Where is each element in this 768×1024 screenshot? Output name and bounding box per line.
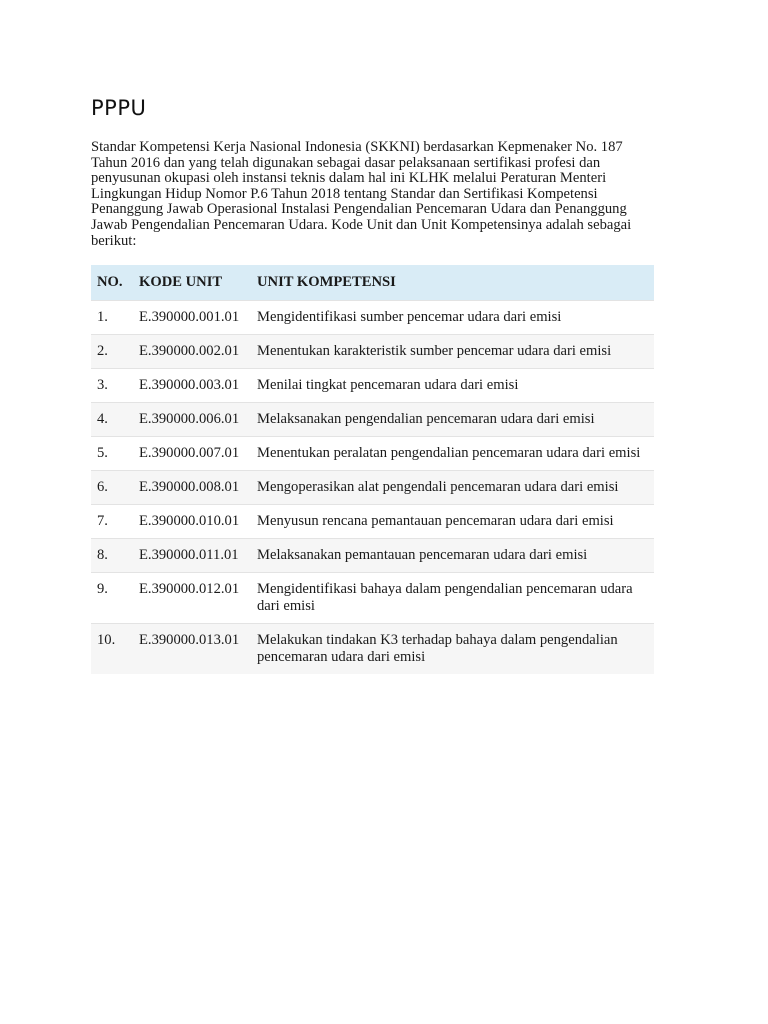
cell-kode: E.390000.006.01: [133, 403, 251, 437]
cell-unit: Menilai tingkat pencemaran udara dari emisi: [251, 369, 654, 403]
table-row: [91, 301, 654, 335]
cell-no: 10.: [91, 624, 133, 675]
cell-no: 3.: [91, 369, 133, 403]
table-row: [91, 505, 654, 539]
cell-kode: E.390000.011.01: [133, 539, 251, 573]
cell-unit: Melakukan tindakan K3 terhadap bahaya dalam pengendalian pencemaran udara dari emisi: [251, 624, 654, 675]
table-row: [91, 539, 654, 573]
cell-no: 4.: [91, 403, 133, 437]
table-row: [91, 369, 654, 403]
header-kode-unit: KODE UNIT: [133, 265, 251, 301]
cell-unit: Melaksanakan pemantauan pencemaran udara dari emisi: [251, 539, 654, 573]
cell-kode: E.390000.001.01: [133, 301, 251, 335]
table-row: [91, 403, 654, 437]
cell-kode: E.390000.003.01: [133, 369, 251, 403]
cell-no: 2.: [91, 335, 133, 369]
cell-kode: E.390000.008.01: [133, 471, 251, 505]
cell-unit: Menyusun rencana pemantauan pencemaran udara dari emisi: [251, 505, 654, 539]
cell-kode: E.390000.007.01: [133, 437, 251, 471]
table-header-row: [91, 265, 654, 301]
cell-no: 6.: [91, 471, 133, 505]
document-page: [91, 94, 671, 674]
cell-unit: Mengidentifikasi sumber pencemar udara dari emisi: [251, 301, 654, 335]
competency-table: [91, 265, 654, 674]
table-row: [91, 573, 654, 624]
cell-kode: E.390000.002.01: [133, 335, 251, 369]
cell-no: 1.: [91, 301, 133, 335]
intro-paragraph: Standar Kompetensi Kerja Nasional Indonesia (SKKNI) berdasarkan Kepmenaker No. 187 Tahun 2016 dan yang telah digunakan sebagai dasar pelaksanaan sertifikasi profesi dan penyusunan okupasi oleh instansi teknis dalam hal ini KLHK melalui Peraturan Menteri Lingkungan Hidup Nomor P.6 Tahun 2018 tentang Standar dan Sertifikasi Kompetensi Penanggung Jawab Operasional Instalasi Pengendalian Pencemaran Udara dan Penanggung Jawab Pengendalian Pencemaran Udara. Kode Unit dan Unit Kompetensinya adalah sebagai berikut:: [91, 139, 632, 249]
cell-no: 8.: [91, 539, 133, 573]
cell-kode: E.390000.012.01: [133, 573, 251, 624]
cell-kode: E.390000.013.01: [133, 624, 251, 675]
table-row: [91, 471, 654, 505]
header-unit-kompetensi: UNIT KOMPETENSI: [251, 265, 654, 301]
cell-unit: Melaksanakan pengendalian pencemaran udara dari emisi: [251, 403, 654, 437]
table-row: [91, 335, 654, 369]
table-row: [91, 624, 654, 675]
header-no: NO.: [91, 265, 133, 301]
cell-kode: E.390000.010.01: [133, 505, 251, 539]
cell-unit: Mengoperasikan alat pengendali pencemaran udara dari emisi: [251, 471, 654, 505]
cell-no: 9.: [91, 573, 133, 624]
table-row: [91, 437, 654, 471]
page-title: PPPU: [91, 96, 147, 120]
cell-no: 7.: [91, 505, 133, 539]
cell-unit: Menentukan karakteristik sumber pencemar udara dari emisi: [251, 335, 654, 369]
cell-unit: Menentukan peralatan pengendalian pencemaran udara dari emisi: [251, 437, 654, 471]
cell-unit: Mengidentifikasi bahaya dalam pengendalian pencemaran udara dari emisi: [251, 573, 654, 624]
cell-no: 5.: [91, 437, 133, 471]
